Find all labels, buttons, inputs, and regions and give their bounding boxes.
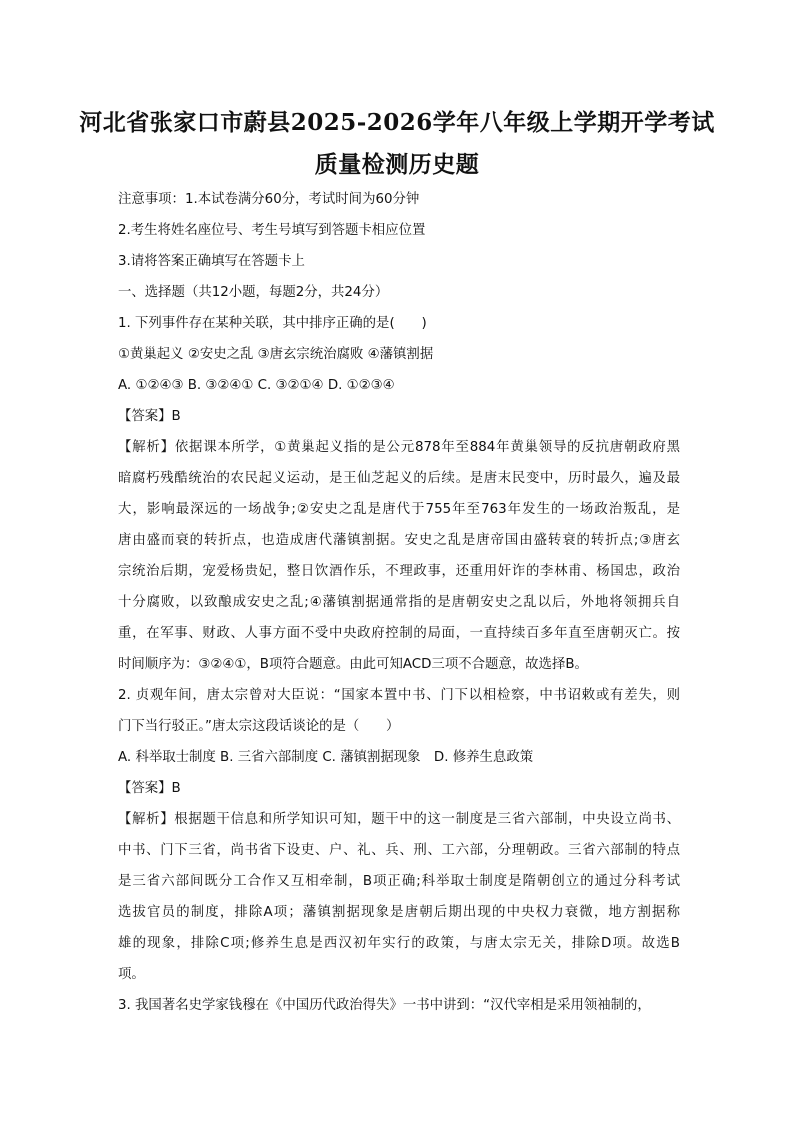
analysis-line: 雄的现象，排除C项;修养生息是西汉初年实行的政策，与唐太宗无关，排除D项。故选B bbox=[118, 936, 680, 951]
notes-line: 2.考生将姓名座位号、考生号填写到答题卡相应位置 bbox=[118, 223, 426, 238]
document-body bbox=[118, 184, 680, 1021]
question-2-answer: 【答案】B bbox=[118, 781, 181, 796]
analysis-line: 大，影响最深远的一场战争;②安史之乱是唐代于755年至763年发生的一场政治叛乱，是 bbox=[118, 502, 680, 517]
question-1-answer: 【答案】B bbox=[118, 409, 181, 424]
analysis-line: 【解析】根据题干信息和所学知识可知，题干中的这一制度是三省六部制，中央设立尚书、 bbox=[118, 812, 680, 827]
analysis-line: 重，在军事、财政、人事方面不受中央政府控制的局面，一直持续百多年直至唐朝灭亡。按 bbox=[118, 626, 680, 641]
stem-line: 门下当行驳正。”唐太宗这段话谈论的是（ ） bbox=[118, 719, 400, 734]
analysis-line: 【解析】依据课本所学，①黄巢起义指的是公元878年至884年黄巢领导的反抗唐朝政府黑 bbox=[118, 440, 680, 455]
analysis-line: 选拔官员的制度，排除A项；藩镇割据现象是唐朝后期出现的中央权力衰微，地方割据称 bbox=[118, 905, 680, 920]
question-1-analysis bbox=[118, 432, 680, 680]
stem-line: 2. 贞观年间，唐太宗曾对大臣说：“国家本置中书、门下以相检察，中书诏敕或有差失，则 bbox=[118, 688, 680, 703]
analysis-line: 宗统治后期，宠爱杨贵妃，整日饮酒作乐，不理政事，还重用奸诈的李林甫、杨国忠，政治 bbox=[118, 564, 680, 579]
question-2-options: A. 科举取士制度 B. 三省六部制度 C. 藩镇割据现象 D. 修养生息政策 bbox=[118, 750, 534, 765]
document-title-line-2: 质量检测历史题 bbox=[314, 151, 480, 178]
analysis-line: 是三省六部间既分工合作又互相牵制，B项正确;科举取士制度是隋朝创立的通过分科考试 bbox=[118, 874, 680, 889]
question-1-options: A. ①②④③ B. ③②④① C. ③②①④ D. ①②③④ bbox=[118, 378, 395, 393]
question-2-analysis bbox=[118, 804, 680, 990]
question-2-stem bbox=[118, 680, 680, 742]
section-heading: 一、选择题（共12小题，每题2分，共24分） bbox=[118, 285, 389, 300]
analysis-line: 唐由盛而衰的转折点，也造成唐代藩镇割据。安史之乱是唐帝国由盛转衰的转折点;③唐玄 bbox=[118, 533, 680, 548]
notes-line: 注意事项：1.本试卷满分60分，考试时间为60分钟 bbox=[118, 192, 420, 207]
document-title-line-1: 河北省张家口市蔚县2025-2026学年八年级上学期开学考试 bbox=[79, 109, 715, 136]
analysis-line: 项。 bbox=[118, 967, 145, 982]
question-1-items: ①黄巢起义 ②安史之乱 ③唐玄宗统治腐败 ④藩镇割据 bbox=[118, 347, 434, 362]
analysis-line: 十分腐败，以致酿成安史之乱;④藩镇割据通常指的是唐朝安史之乱以后，外地将领拥兵自 bbox=[118, 595, 680, 610]
analysis-line: 时间顺序为：③②④①，B项符合题意。由此可知ACD三项不合题意，故选择B。 bbox=[118, 657, 588, 672]
analysis-line: 中书、门下三省，尚书省下设吏、户、礼、兵、刑、工六部，分理朝政。三省六部制的特点 bbox=[118, 843, 680, 858]
question-3-stem: 3. 我国著名史学家钱穆在《中国历代政治得失》一书中讲到：“汉代宰相是采用领袖制的， bbox=[118, 998, 651, 1013]
notes-line: 3.请将答案正确填写在答题卡上 bbox=[118, 254, 305, 269]
analysis-line: 暗腐朽残酷统治的农民起义运动，是王仙芝起义的后续。是唐末民变中，历时最久，遍及最 bbox=[118, 471, 680, 486]
question-1-stem: 1. 下列事件存在某种关联，其中排序正确的是( ) bbox=[118, 316, 427, 331]
